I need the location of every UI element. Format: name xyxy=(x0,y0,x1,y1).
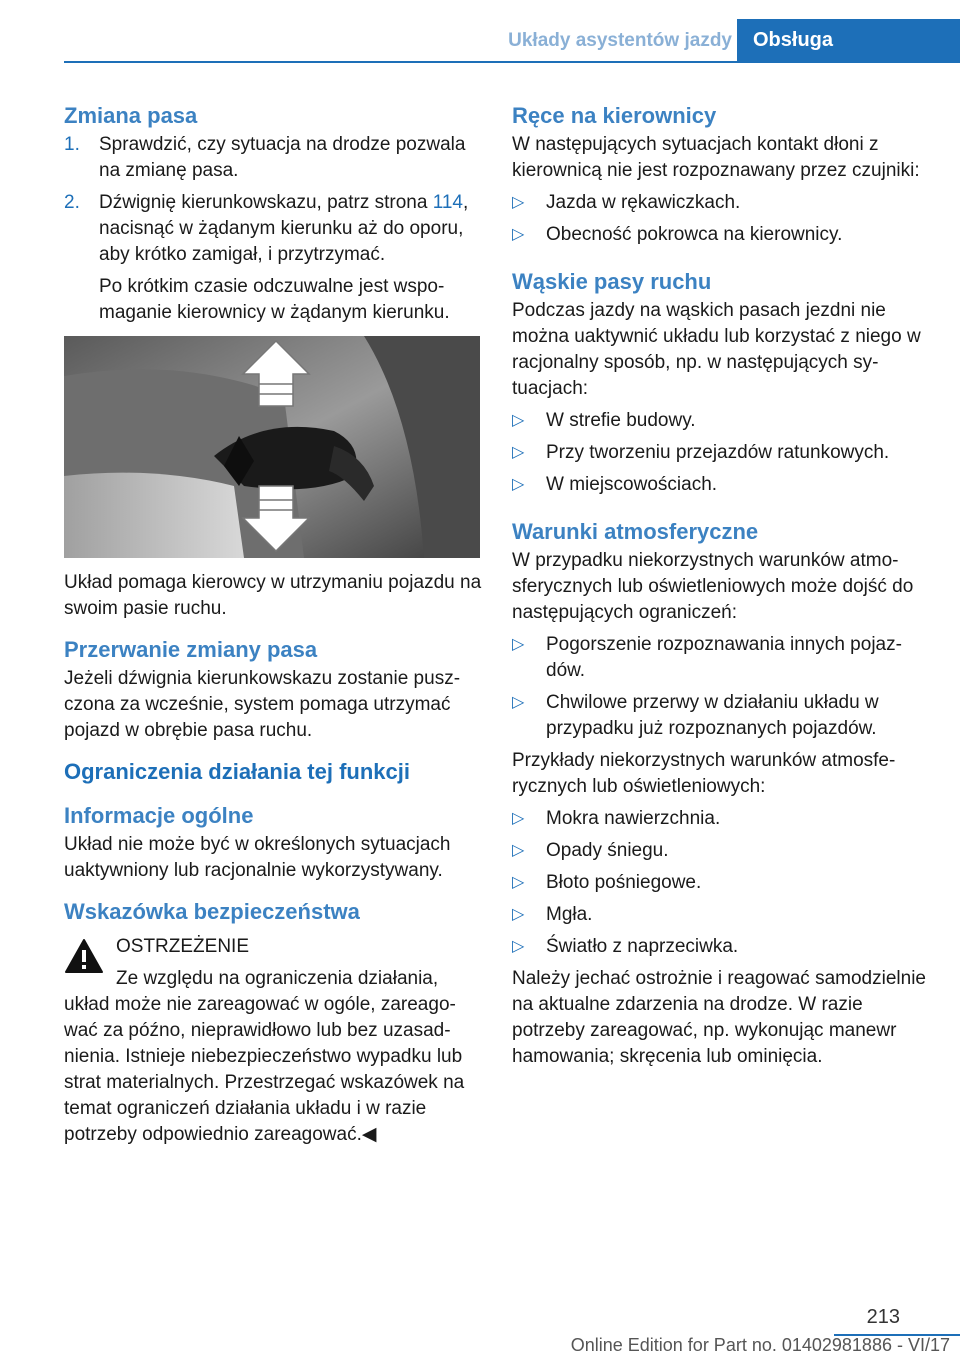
step-note: Po krótkim czasie odczuwalne jest wspomaganie kierownicy w żądanym kierunku. xyxy=(99,276,450,323)
heading-hands: Ręce na kierownicy xyxy=(512,103,717,128)
triangle-bullet-icon: ▷ xyxy=(512,194,525,211)
warning-block xyxy=(64,934,482,992)
hands-list xyxy=(512,190,928,248)
photo-caption: Układ pomaga kierowcy w utrzymaniu pojazdu na swoim pasie ruchu. xyxy=(64,572,482,619)
triangle-bullet-icon: ▷ xyxy=(512,906,525,923)
page-number: 213 xyxy=(866,1306,900,1328)
list-item: ▷ Mokra nawierzchnia. xyxy=(512,806,928,832)
step-2 xyxy=(64,190,482,326)
list-item: ▷ Jazda w rękawiczkach. xyxy=(512,190,928,216)
lane-change-steps xyxy=(64,132,482,326)
warning-first-line: Ze względu na ograniczenia działania, xyxy=(116,968,439,989)
list-item: ▷ Mgła. xyxy=(512,902,928,928)
step-1 xyxy=(64,132,482,184)
paragraph-interrupt: Jeżeli dźwignia kierunkowskazu zostanie puszczona za wcześnie, system pomaga utrzymać pojazd w obrębie pasa ruchu. xyxy=(64,668,461,741)
triangle-bullet-icon: ▷ xyxy=(512,636,525,653)
triangle-bullet-icon: ▷ xyxy=(512,412,525,429)
triangle-bullet-icon: ▷ xyxy=(512,476,525,493)
right-column xyxy=(512,100,928,1070)
step-text-before: Dźwignię kierunkowskazu, patrz strona xyxy=(99,192,433,213)
left-column xyxy=(64,100,482,1148)
paragraph-hands: W następujących sytuacjach kontakt dłoni z kierownicą nie jest rozpoznawany przez czujniki: xyxy=(512,134,920,181)
header-section-title: Układy asystentów jazdy xyxy=(508,30,732,51)
heading-limits: Ograniczenia działania tej funkcji xyxy=(64,759,410,784)
narrow-list xyxy=(512,408,928,498)
heading-general: Informacje ogólne xyxy=(64,803,254,828)
warning-body: układ może nie zareagować w ogóle, zareagować za późno, nieprawidłowo lub bez uzasadnienia. Istnieje niebezpieczeństwo wypadku lub strat materialnych. Przestrzegać wskazówek na temat ograniczeń działania układu i w razie potrzeby odpowiednio zareagować.◀ xyxy=(64,994,465,1145)
paragraph-weather: W przypadku niekorzystnych warunków atmosferycznych lub oświetleniowych może dojść do następujących ograniczeń: xyxy=(512,550,914,623)
footer-edition: Online Edition for Part no. 01402981886 - VI/17 xyxy=(570,1335,950,1355)
heading-interrupt: Przerwanie zmiany pasa xyxy=(64,637,318,662)
step-number: 1. xyxy=(64,134,80,155)
list-item: ▷ W strefie budowy. xyxy=(512,408,928,434)
weather-list xyxy=(512,632,928,742)
triangle-bullet-icon: ▷ xyxy=(512,938,525,955)
paragraph-examples: Przykłady niekorzystnych warunków atmosferycznych lub oświetleniowych: xyxy=(512,750,896,797)
paragraph-general: Układ nie może być w określonych sytuacjach uaktywniony lub racjonalnie wykorzystywany. xyxy=(64,834,451,881)
turn-signal-lever-photo xyxy=(64,336,480,558)
triangle-bullet-icon: ▷ xyxy=(512,444,525,461)
heading-safety: Wskazówka bezpieczeństwa xyxy=(64,899,360,924)
heading-weather: Warunki atmosferyczne xyxy=(512,519,759,544)
paragraph-final: Należy jechać ostrożnie i reagować samodzielnie na aktualne zdarzenia na drodze. W razie potrzeby zareagować, np. wykonując manewr hamowania; skręcenia lub ominięcia. xyxy=(512,968,926,1067)
heading-lane-change: Zmiana pasa xyxy=(64,103,198,128)
step-text-after: , nacisnąć w żądanym kierunku aż do oporu, aby krótko zamigał, i przytrzymać. xyxy=(99,192,469,265)
list-item: ▷ Błoto pośniegowe. xyxy=(512,870,928,896)
triangle-bullet-icon: ▷ xyxy=(512,694,525,711)
paragraph-narrow: Podczas jazdy na wąskich pasach jezdni nie można uaktywnić układu lub korzystać z niego w racjonalny sposób, np. w następujących sytuacjach: xyxy=(512,300,921,399)
page-link-114[interactable]: 114 xyxy=(432,192,463,213)
list-item: ▷ W miejscowościach. xyxy=(512,472,928,498)
examples-list xyxy=(512,806,928,960)
list-item: ▷ Chwilowe przerwy w działaniu układu w przypadku już rozpoznanych pojazdów. xyxy=(512,692,879,739)
step-text: Sprawdzić, czy sytuacja na drodze pozwala na zmianę pasa. xyxy=(99,134,466,181)
triangle-bullet-icon: ▷ xyxy=(512,874,525,891)
warning-title: OSTRZEŻENIE xyxy=(116,936,250,957)
heading-narrow: Wąskie pasy ruchu xyxy=(512,269,712,294)
list-item: ▷ Opady śniegu. xyxy=(512,838,928,864)
header-chapter-tab[interactable]: Obsługa xyxy=(737,19,960,62)
header-rule xyxy=(64,61,960,63)
triangle-bullet-icon: ▷ xyxy=(512,810,525,827)
list-item: ▷ Pogorszenie rozpoznawania innych pojazdów. xyxy=(512,634,902,681)
page-header xyxy=(0,0,960,62)
warning-triangle-icon xyxy=(64,938,104,974)
list-item: ▷ Obecność pokrowca na kierownicy. xyxy=(512,222,928,248)
triangle-bullet-icon: ▷ xyxy=(512,842,525,859)
list-item: ▷ Przy tworzeniu przejazdów ratunkowych. xyxy=(512,440,928,466)
list-item: ▷ Światło z naprzeciwka. xyxy=(512,934,928,960)
step-number: 2. xyxy=(64,192,80,213)
triangle-bullet-icon: ▷ xyxy=(512,226,525,243)
